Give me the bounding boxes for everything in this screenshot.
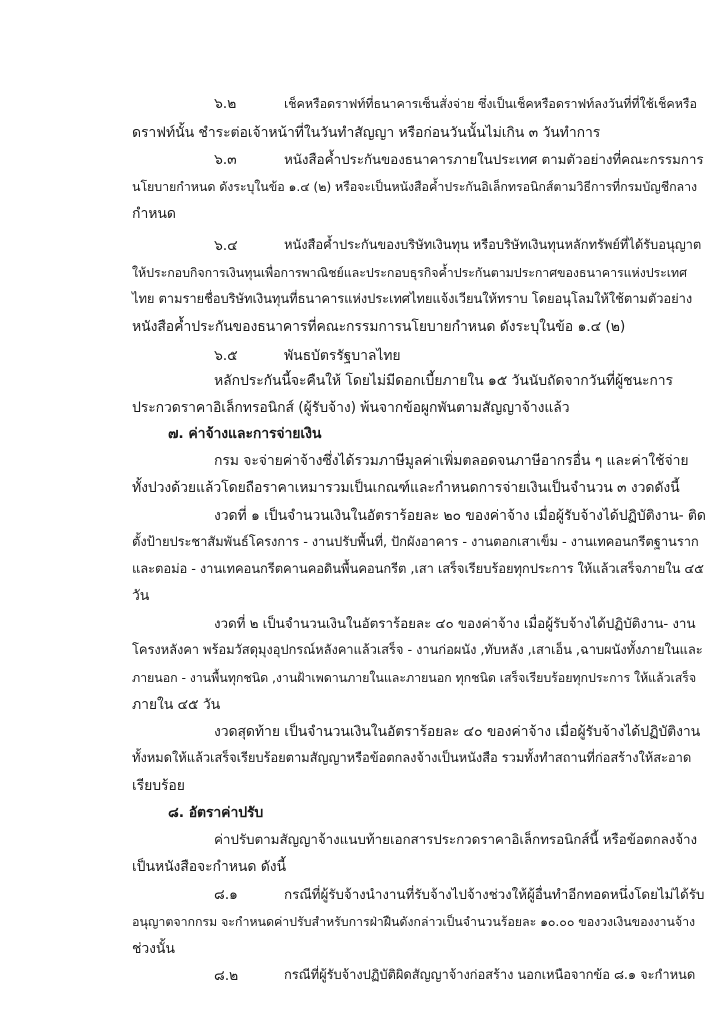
item-8-1-line-1: กรณีที่ผู้รับจ้างนำงานที่รับจ้างไปจ้างช่วงให้ผู้อื่นทำอีกทอดหนึ่งโดยไม่ได้รับ — [284, 887, 705, 903]
installment-1-line-2: ตั้งป้ายประชาสัมพันธ์โครงการ - งานปรับพื้นที่, ปักผังอาคาร - งานตอกเสาเข็ม - งานเทคอนกรีตฐานราก — [132, 535, 699, 550]
installment-2-line-2: โครงหลังคา พร้อมวัสดุมุงอุปกรณ์หลังคาแล้วเสร็จ - งานก่อผนัง ,ทับหลัง ,เสาเอ็น ,ฉาบผนังทั้งภายในและ — [132, 643, 703, 658]
item-6-4-line-4: หนังสือค้ำประกันของธนาคารที่คณะกรรมการนโยบายกำหนด ดังระบุในข้อ ๑.๔ (๒) — [132, 319, 626, 335]
section-8-heading: ๘. อัตราค่าปรับ — [168, 805, 264, 821]
item-6-3-line-2: นโยบายกำหนด ดังระบุในข้อ ๑.๔ (๒) หรือจะเป็นหนังสือค้ำประกันอิเล็กทรอนิกส์ตามวิธีการที่กรมบัญชีกลาง — [132, 179, 698, 194]
item-6-4-line-1: หนังสือค้ำประกันของบริษัทเงินทุน หรือบริษัทเงินทุนหลักทรัพย์ที่ได้รับอนุญาต — [284, 238, 702, 253]
item-number-6-3: ๖.๓ — [214, 152, 237, 168]
installment-1-line-4: วัน — [132, 588, 150, 604]
item-number-6-2: ๖.๒ — [214, 96, 237, 112]
item-8-1-line-3: ช่วงนั้น — [132, 941, 175, 957]
item-6-5-line-1: พันธบัตรรัฐบาลไทย — [284, 348, 401, 364]
installment-1-line-3: และตอม่อ - งานเทคอนกรีตคานคอดินพื้นคอนกรีต ,เสา เสร็จเรียบร้อยทุกประการ ให้แล้วเสร็จภายใน ๔๕ — [132, 562, 704, 577]
section-8-intro-line-2: เป็นหนังสือจะกำหนด ดังนี้ — [132, 859, 286, 875]
installment-2-line-3: ภายนอก - งานพื้นทุกชนิด ,งานฝ้าเพดานภายในและภายนอก ทุกชนิด เสร็จเรียบร้อยทุกประการ ให้แล้วเสร็จ — [132, 670, 697, 685]
item-number-8-1: ๘.๑ — [214, 887, 238, 903]
return-clause-line-1: หลักประกันนี้จะคืนให้ โดยไม่มีดอกเบี้ยภายใน ๑๕ วันนับถัดจากวันที่ผู้ชนะการ — [214, 373, 673, 389]
item-6-4-line-3: ไทย ตามรายชื่อบริษัทเงินทุนที่ธนาคารแห่งประเทศไทยแจ้งเวียนให้ทราบ โดยอนุโลมให้ใช้ตามตัวอย่าง — [132, 292, 693, 307]
item-6-2-line-1: เช็คหรือดราฟท์ที่ธนาคารเซ็นสั่งจ่าย ซึ่งเป็นเช็คหรือดราฟท์ลงวันที่ที่ใช้เช็คหรือ — [284, 96, 697, 111]
section-7-intro-line-1: กรม จะจ่ายค่าจ้างซึ่งได้รวมภาษีมูลค่าเพิ่มตลอดจนภาษีอากรอื่น ๆ และค่าใช้จ่าย — [214, 453, 689, 469]
item-6-4-line-2: ให้ประกอบกิจการเงินทุนเพื่อการพาณิชย์และประกอบธุรกิจค้ำประกันตามประกาศของธนาคารแห่งประเทศ — [132, 265, 687, 280]
section-7-heading: ๗. ค่าจ้างและการจ่ายเงิน — [168, 426, 322, 442]
final-installment-line-2: ทั้งหมดให้แล้วเสร็จเรียบร้อยตามสัญญาหรือข้อตกลงจ้างเป็นหนังสือ รวมทั้งทำสถานที่ก่อสร้างให้สะอาด — [132, 751, 692, 766]
installment-2-line-4: ภายใน ๔๕ วัน — [132, 697, 221, 713]
section-8-intro-line-1: ค่าปรับตามสัญญาจ้างแนบท้ายเอกสารประกวดราคาอิเล็กทรอนิกส์นี้ หรือข้อตกลงจ้าง — [214, 832, 698, 848]
installment-2-line-1: งวดที่ ๒ เป็นจำนวนเงินในอัตราร้อยละ ๔๐ ของค่าจ้าง เมื่อผู้รับจ้างได้ปฏิบัติงาน- งาน — [214, 616, 696, 632]
installment-1-line-1: งวดที่ ๑ เป็นจำนวนเงินในอัตราร้อยละ ๒๐ ของค่าจ้าง เมื่อผู้รับจ้างได้ปฏิบัติงาน- ติด — [214, 508, 706, 524]
section-7-intro-line-2: ทั้งปวงด้วยแล้วโดยถือราคาเหมารวมเป็นเกณฑ์และกำหนดการจ่ายเงินเป็นจำนวน ๓ งวดดังนี้ — [132, 480, 680, 496]
item-6-2-line-2: ดราฟท์นั้น ชำระต่อเจ้าหน้าที่ในวันทำสัญญา หรือก่อนวันนั้นไม่เกิน ๓ วันทำการ — [132, 125, 601, 141]
item-6-3-line-3: กำหนด — [132, 206, 176, 222]
item-8-1-line-2: อนุญาตจากกรม จะกำหนดค่าปรับสำหรับการฝ่าฝืนดังกล่าวเป็นจำนวนร้อยละ ๑๐.๐๐ ของวงเงินของงานจ้าง — [132, 914, 696, 929]
final-installment-line-3: เรียบร้อย — [132, 778, 185, 794]
item-number-8-2: ๘.๒ — [214, 968, 239, 984]
item-number-6-5: ๖.๕ — [214, 348, 238, 364]
item-8-2-line-1: กรณีที่ผู้รับจ้างปฏิบัติผิดสัญญาจ้างก่อสร้าง นอกเหนือจากข้อ ๘.๑ จะกำหนด — [284, 968, 696, 983]
return-clause-line-2: ประกวดราคาอิเล็กทรอนิกส์ (ผู้รับจ้าง) พ้นจากข้อผูกพันตามสัญญาจ้างแล้ว — [132, 400, 570, 416]
item-6-3-line-1: หนังสือค้ำประกันของธนาคารภายในประเทศ ตามตัวอย่างที่คณะกรรมการ — [284, 152, 704, 168]
final-installment-line-1: งวดสุดท้าย เป็นจำนวนเงินในอัตราร้อยละ ๔๐ ของค่าจ้าง เมื่อผู้รับจ้างได้ปฏิบัติงาน — [214, 724, 701, 740]
item-number-6-4: ๖.๔ — [214, 238, 238, 254]
